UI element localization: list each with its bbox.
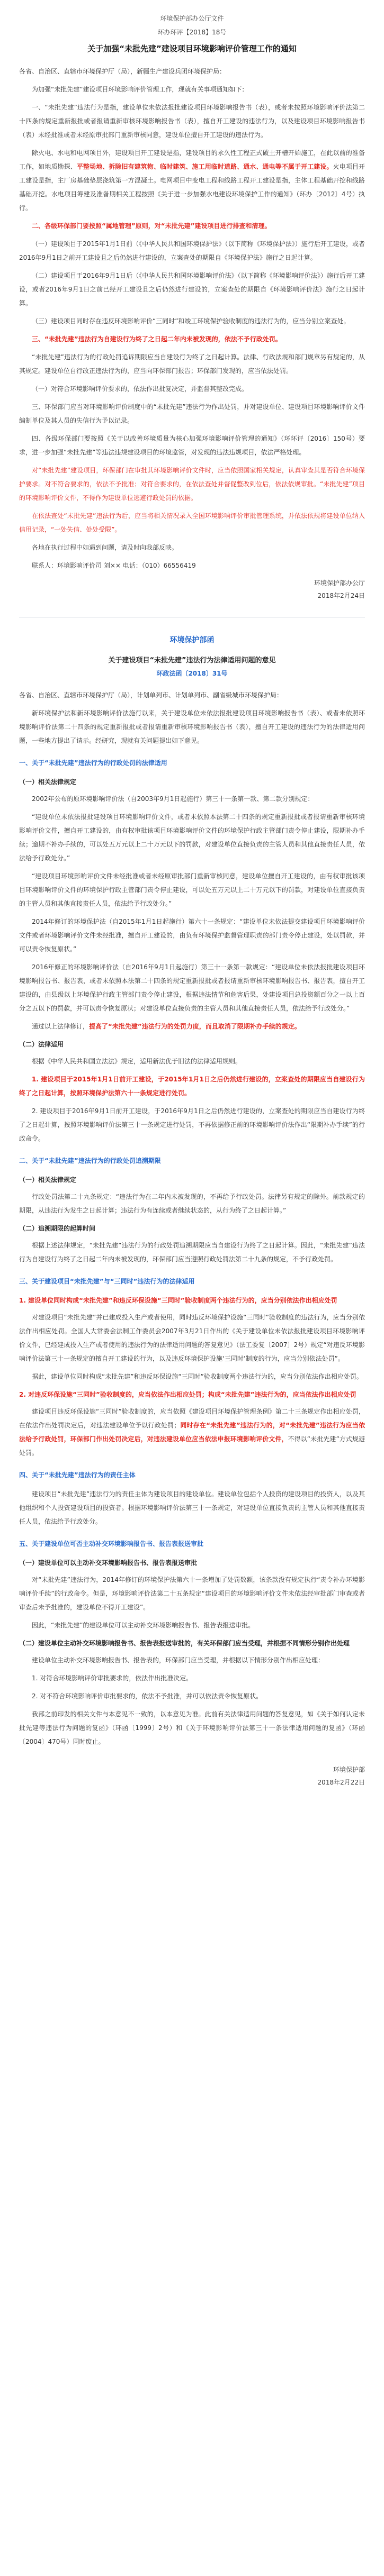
opinion-highlight: 提高了“未批先建”违法行为的处罚力度，而且取消了限期补办手续的规定。 — [89, 1023, 301, 1030]
subsection-heading: （二）法律适用 — [19, 1041, 64, 1048]
opinion-para — [19, 1020, 365, 1033]
section-heading: 二、关于“未批先建”违法行为的行政处罚追溯期限 — [19, 1157, 161, 1164]
item3-para: “未批先建”违法行为的行政处罚追诉期限应当自建设行为终了之日起计算。法律、行政法规和部门规章另有规定的，从其规定。建设单位自行改正违法行为的，应当向环保部门报告；环保部门发现的，应当依法处罚。 — [19, 353, 365, 375]
opinion-agency-label: 环境保护部函 — [169, 636, 215, 644]
recipient-line: 各省、自治区、直辖市环境保护厅（局），新疆生产建设兵团环境保护局： — [19, 68, 226, 75]
subsection-heading: （一）相关法律规定 — [19, 778, 77, 786]
item2-para: （一）建设项目于2015年1月1日前（《中华人民共和国环境保护法》（以下简称《环境保护法》）施行后开工建设，或者2016年9月1日之前开工建设且之后仍然进行建设的，立案查处的期限自《环境保护法》施行之日起计算。 — [19, 240, 365, 261]
opinion-para: 2. 建设项目于2016年9月1日前开工建设，于2016年9月1日之后仍然进行建设的，立案查处的期限应当自建设行为终了之日起计算，按照环境影响评价法第三十一条规定进行处罚，不再依据修正前的环境影响评价法作出“限期补办手续”的行政命令。 — [19, 1107, 365, 1142]
opinion-highlight: 同时存在“未批先建”违法行为的，对“未批先建”违法行为应当依法给予行政处罚，环保部门作出处罚决定后，对违法建设单位应当依法申报环境影响评价文件， — [19, 1422, 365, 1443]
item3-para: 四、各级环保部门要按照《关于以改善环境质量为核心加强环境影响评价管理的通知》（环环评〔2016〕150号）要求，进一步加强“未批先建”等违法违规建设项目的环境监管，对发现的违法违规项目，依法严格处理。 — [19, 435, 365, 456]
opinion-para: 2016年修正的环境影响评价法（自2016年9月1日起施行）第三十一条第一款规定：“建设单位未依法报批建设项目环境影响报告书、报告表，或者未依照本法第二十四条的规定重新报批或者报请重新审核环境影响报告书、报告表，擅自开工建设的，由县级以上环境保护行政主管部门责令停止建设，根据违法情节和危害后果，处建设项目总投资额百分之一以上百分之五以下的罚款，并可以责令恢复原状；对建设单位直接负责的主管人员和其他直接责任人员，依法给予行政处分。” — [19, 963, 365, 1012]
opinion-para: 行政处罚法第二十九条规定：“违法行为在二年内未被发现的，不再给予行政处罚。法律另有规定的除外。前款规定的期限，从违法行为发生之日起计算；违法行为有连续或者继续状态的，从行为终了之日起计算。” — [19, 1193, 365, 1214]
opinion-para: 根据《中华人民共和国立法法》规定，适用新法优于旧法的法律适用规则。 — [32, 1058, 242, 1065]
opinion-para: 建设单位主动补交环境影响报告书、报告表的，环保部门应当受理，并根据以下情形分别作出相应处理： — [32, 1656, 325, 1664]
red-subheading: 1. 建设单位同时构成“未批先建”和违反环保设施“三同时”验收制度两个违法行为的，应当分别依法作出相应处罚 — [19, 1297, 337, 1304]
opinion-para-text: 建设项目违反环保设施“三同时”验收制度的，应当依照《建设项目环境保护管理条例》第二十三条规定作出相应处罚，在依法作出处罚决定后，对违法建设单位予以行政处罚； — [19, 1408, 365, 1429]
opinion-para: 因此，“未批先建”的建设单位可以主动补交环境影响报告书、报告表报送审批。 — [32, 1622, 255, 1629]
spacer — [19, 1753, 365, 1763]
opinion-list-item: 2. 对不符合环境影响评价审批要求的，依法不予批准，并可以依法责令恢复原状。 — [32, 1692, 263, 1700]
red-subheading: 2. 对违反环保设施“三同时”验收制度的，应当依法作出相应处罚；构成“未批先建”违法行为的，应当依法作出相应处罚 — [19, 1391, 356, 1398]
section-heading: 一、关于“未批先建”违法行为的行政处罚的法律适用 — [19, 759, 167, 767]
opinion-para: 对“未批先建”违法行为，2014年修订的环境保护法第六十一条增加了处罚数额，该条款没有规定执行“责令补办环境影响评价手续”的行政命令。但是，环境影响评价法第二十五条规定“建设项目的环境影响评价文件未依法经审批部门审查或者审查后未予批准的，建设单位不得开工建设”。 — [19, 1576, 365, 1611]
document-number: 环办环评【2018】18号 — [157, 29, 227, 36]
section-heading: 五、关于建设单位可否主动补交环境影响报告书、报告表报送审批 — [19, 1540, 204, 1548]
opinion-para: “建设单位未依法报批建设项目环境影响评价文件，或者未依照本法第二十四条的规定重新报批或者报请重新审核环境影响评价文件，擅自开工建设的，由有权审批该项目环境影响评价文件的环境保护行政主管部门责令停止建设，限期补办手续；逾期不补办手续的，可以处五万元以上二十万元以下的罚款，对建设单位直接负责的主管人员和其他直接责任人员，依法给予行政处分。” — [19, 813, 365, 862]
opinion-para-text: 通过以上法律修订， — [32, 1023, 90, 1030]
item3-heading: 三、“未批先建”违法行为自建设行为终了之日起二年内未被发现的，依法不予行政处罚。 — [32, 335, 282, 343]
item2-heading: 二、各级环保部门要按照“属地管理”原则，对“未批先建”建设项目进行排查和清理。 — [32, 222, 271, 230]
intro-paragraph: 为加强“未批先建”建设项目环境影响评价管理工作，现就有关事项通知如下： — [32, 86, 248, 93]
opinion-para: 建设项目“未批先建”违法行为的责任主体为建设项目的建设单位。建设单位包括个人投资的建设项目的投资人，以及其他组织和个人投资建设项目的投资者。根据环境影响评价法第三十一条规定，对建设单位直接负责的主管人员和其他直接责任人员，依法给予行政处分。 — [19, 1490, 365, 1525]
opinion-doc-number: 环政法函〔2018〕31号 — [156, 670, 228, 677]
item3-para: 三、环保部门应当对环境影响评价制度中的“未批先建”违法行为作出处罚，并对建设单位、建设项目环境影响评价文件编制单位及其人员的失信行为予以记录。 — [19, 403, 365, 424]
opinion-title: 关于建设项目“未批先建”违法行为法律适用问题的意见 — [108, 657, 276, 665]
signature-date: 2018年2月24日 — [317, 592, 365, 599]
opinion-para: “建设项目环境影响评价文件未经批准或者未经原审批部门重新审核同意，建设单位擅自开工建设的，由有权审批该项目环境影响评价文件的环境保护行政主管部门责令停止建设，可以处五万元以上二十万元以下的罚款，对建设单位直接负责的主管人员和其他直接责任人员，依法给予行政处分。” — [19, 872, 365, 907]
item3-red-para: 在依法查处“未批先建”违法行为后，应当将相关情况录入全国环境影响评价审批管理系统，并依法依规将建设单位纳入信用记录，“一处失信、处处受限”。 — [19, 512, 365, 533]
opinion-para — [19, 1405, 365, 1460]
closing-line: 各地在执行过程中如遇到问题，请及时向我部反映。 — [32, 544, 178, 551]
opinion-para-tail: 不得以“未批先建”方式规避处罚。 — [19, 1435, 365, 1457]
opinion-red-para: 1. 建设项目于2015年1月1日前开工建设，于2015年1月1日之后仍然进行建设的，立案查处的期限应当自建设行为终了之日起计算，按照环境保护法第六十一条规定进行处罚。 — [19, 1076, 365, 1097]
opinion-list-item: 1. 对符合环境影响评价审批要求的，依法作出批准决定。 — [32, 1674, 193, 1682]
signature-org: 环境保护部办公厅 — [314, 579, 365, 587]
contact-line: 联系人：环境影响评价司 刘×× 电话：（010）66556419 — [32, 562, 196, 569]
item1-body-text: 除火电、水电和电网项目外，建设项目开工建设是指，建设项目的永久性工程正式破土开槽开始施工，在此以前的准备工作，如地质勘探、 — [19, 149, 365, 170]
subsection-heading: （二）建设单位主动补交环境影响报告书、报告表报送审批的，有关环保部门应当受理，并根据不同情形分别作出处理 — [19, 1640, 350, 1647]
opinion-para: 根据上述法律规定，“未批先建”违法行为的行政处罚追溯期限应当自建设行为终了之日起计算。因此，“未批先建”违法行为自建设行为终了之日起二年内未被发现的，环保部门应当遵照行政处罚法第二十九条的规定，不予行政处罚。 — [19, 1242, 365, 1263]
item1-lead: 一、“未批先建”违法行为是指，建设单位未依法报批建设项目环境影响报告书（表），或者未按照环境影响评价法第二十四条的规定重新报批或者报请重新审核环境影响报告书（表），擅自开工建设的违法行为，以及建设项目环境影响报告书（表）未经批准或者未经原审批部门重新审核同意，建设单位擅自开工建设的违法行为。 — [19, 104, 365, 139]
opinion-signature-org: 环境保护部 — [333, 1766, 365, 1773]
subsection-heading: （二）追溯期限的起算时间 — [19, 1225, 96, 1232]
opinion-recipient: 各省、自治区、直辖市环境保护厅（局），计划单列市、计划单列市、副省级城市环境保护局： — [19, 691, 283, 699]
item1-body — [19, 146, 365, 215]
opinion-signature-date: 2018年2月22日 — [317, 1779, 365, 1786]
opinion-para: 据此，建设单位同时构成“未批先建”和违反环保设施“三同时”验收制度两个违法行为的，应当分别依法作出相应处罚。 — [32, 1373, 363, 1380]
issuing-agency: 环境保护部办公厅文件 — [160, 15, 224, 22]
section-heading: 三、关于建设项目“未批先建”与“三同时”违法行为的法律适用 — [19, 1278, 195, 1285]
opinion-para: 对建设项目“未批先建”并已建成投入生产或者使用，同时违反环境保护设施“三同时”验收制度的违法行为，应当分别依法作出相应处罚。全国人大常委会法制工作委员会2007年3月21日作出的《关于建设单位未依法报批建设项目环境影响评价文件，已经建成投入生产或者使用的违法行为的法律适用问题的答复意见》（法工委复〔2007〕2号）规定“对违反环境影响评价法第三十一条规定的擅自开工建设的行为，以及违反环境保护设施‘三同时’制度的行为，应当分别依法处罚”。 — [19, 1314, 365, 1362]
item3-para: （一）对符合环境影响评价要求的，依法作出批复决定，并监督其整改完成。 — [32, 385, 248, 393]
subsection-heading: （一）建设单位可以主动补交环境影响报告书、报告表报送审批 — [19, 1559, 198, 1567]
opinion-para: 2014年修订的环境保护法（自2015年1月1日起施行）第六十一条规定：“建设单位未依法提交建设项目环境影响评价文件或者环境影响评价文件未经批准，擅自开工建设的，由负有环境保护监督管理职责的部门责令停止建设，处以罚款，并可以责令恢复原状。” — [19, 918, 365, 953]
opinion-intro: 新环境保护法和新环境影响评价法施行以来，关于建设单位未依法报批建设项目环境影响报告书（表）、或者未依照环境影响评价法第二十四条的规定重新报批或者报请重新审核环境影响报告书（表），擅自开工建设的违法行为的法律适用问题，一些地方提出了请示。经研究，现就有关问题提出如下意见。 — [19, 709, 365, 744]
item1-tail: 火电项目开工建设是指，主厂房基础垫层浇筑第一方混凝土。电网项目中变电工程和线路工程开工建设是指，主体工程基础开挖和线路基础开挖。水电项目筹建及准备期相关工程按照《关于进一步加强水电建设环境保护工作的通知》（环办〔2012〕4号）执行。 — [19, 163, 365, 212]
item2-para: （二）建设项目于2016年9月1日后（《中华人民共和国环境影响评价法》（以下简称《环境影响评价法》）施行后开工建设，或者2016年9月1日之前已经开工建设且之后仍然进行建设的，立案查处的期限自《环境影响评价法》施行之日起计算。 — [19, 272, 365, 307]
subsection-heading: （一）相关法律规定 — [19, 1176, 77, 1184]
opinion-para: 我部之前印发的相关文件与本意见不一致的，以本意见为准。此前有关法律适用问题的答复意见，如《关于如何认定未批先建等违法行为问题的复函》（环函〔1999〕2号）和《关于环境影响评价法第三十一条法律适用问题的复函》（环函〔2004〕470号）同时废止。 — [19, 1710, 365, 1745]
item2-para: （三）建设项目同时存在违反环境影响评价“三同时”和竣工环境保护验收制度的违法行为的，应当分别立案查处。 — [32, 317, 350, 325]
section-heading: 四、关于“未批先建”违法行为的责任主体 — [19, 1471, 136, 1479]
item3-red-para: 对“未批先建”建设项目，环保部门在审批其环境影响评价文件时，应当依照国家相关规定，认真审查其是否符合环境保护要求。对不符合要求的，依法不予批准；对符合要求的，在依法查处并督促整改到位后，依法依规审批。“未批先建”项目的环境影响评价文件，不得作为建设单位逃避行政处罚的依据。 — [19, 467, 365, 502]
notice-title: 关于加强“未批先建”建设项目环境影响评价管理工作的通知 — [87, 44, 297, 53]
item1-highlight: 平整场地、拆除旧有建筑物、临时建筑、施工用临时道路、通水、通电等不属于开工建设。 — [76, 163, 333, 170]
opinion-para: 2002年公布的原环境影响评价法（自2003年9月1日起施行）第三十一条第一款、第二款分别规定： — [32, 795, 314, 803]
